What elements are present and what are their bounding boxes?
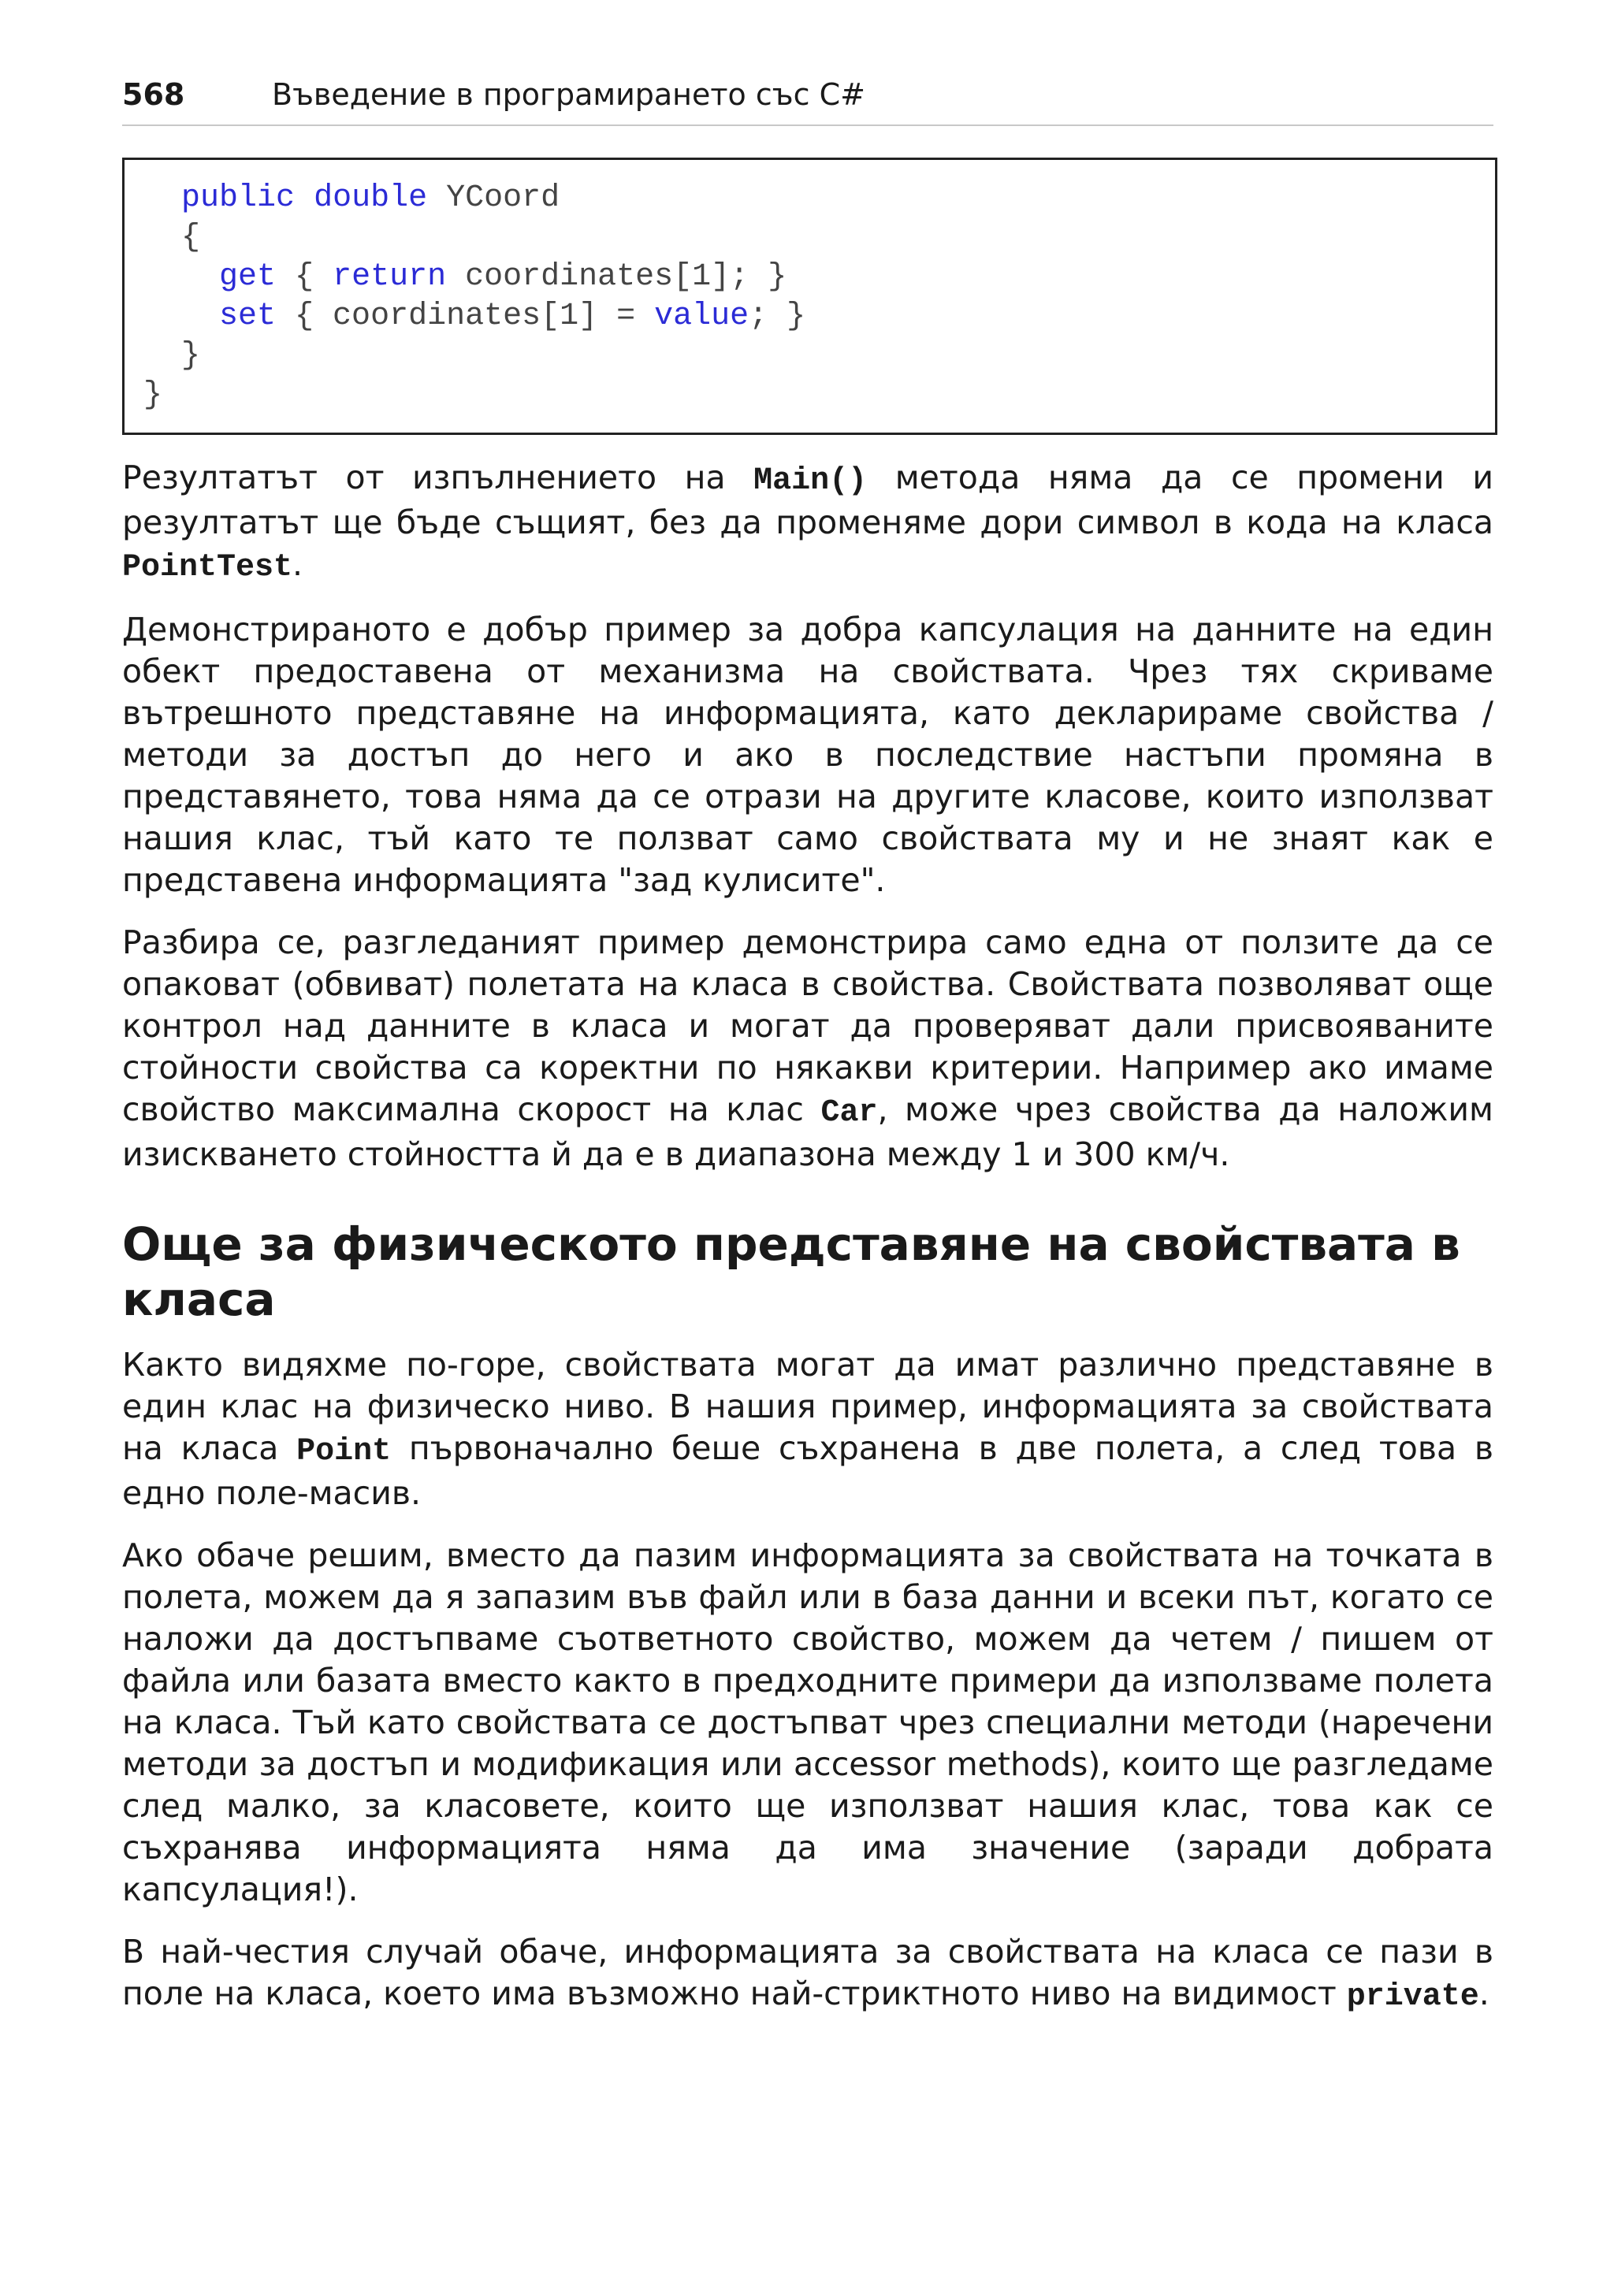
code-text: } [181, 338, 201, 373]
inline-code-private: private [1346, 1979, 1479, 2015]
code-keyword: return [333, 259, 447, 295]
code-text: { [181, 220, 201, 255]
text-run: метода няма да се промени и резултатът ще бъде същият, без да променяме дори символ в кода на класа [122, 459, 1493, 541]
inline-code-pointtest: PointTest [122, 550, 293, 585]
paragraph-property-benefits [122, 922, 1493, 1176]
code-text: ; } [749, 299, 806, 334]
code-line [143, 218, 1495, 258]
code-line [143, 376, 1495, 415]
paragraph-file-storage: Ако обаче решим, вместо да пазим информацията за свойствата на точката в полета, можем да я запазим във файл или в база данни и всеки път, когато се наложи да достъпваме съответното свойство, можем да четем / пишем от файла или базата вместо както в предходните примери да използваме полета на класа. Тъй като свойствата се достъпват чрез специални методи (наречени методи за достъп и модификация или accessor methods), които ще разгледаме след малко, за класовете, които ще използват нашия клас, това как се съхранява информацията няма да има значение (заради добрата капсулация!). [122, 1536, 1493, 1908]
text-run: Както видяхме по-горе, свойствата могат да имат различно представяне в един клас на физическо ниво. В нашия пример, информацията за свойствата на класа [122, 1346, 1493, 1467]
code-line [143, 258, 1495, 297]
inline-code-main: Main() [753, 463, 868, 499]
text-run: първоначално беше съхранена в две полета, а след това в едно поле-масив. [122, 1429, 1493, 1512]
code-line [143, 336, 1495, 376]
page-number: 568 [122, 77, 185, 112]
text-run: . [1478, 1975, 1489, 2012]
code-keyword: double [314, 180, 428, 216]
code-text: } [143, 377, 163, 413]
code-keyword: value [654, 299, 749, 334]
paragraph-main-result [122, 457, 1493, 589]
paragraph-private-field [122, 1931, 1493, 2018]
code-keyword: set [219, 299, 277, 334]
code-listing [122, 158, 1497, 435]
code-text: { coordinates[1] = [295, 299, 636, 334]
text-run: . [292, 545, 303, 583]
code-line [143, 179, 1495, 218]
code-keyword: get [219, 259, 277, 295]
code-keyword: public [181, 180, 296, 216]
code-text: coordinates[1]; } [465, 259, 787, 295]
code-line [143, 297, 1495, 336]
text-run: Разбира се, разгледаният пример демонстрира само една от ползите да се опаковат (обвиват) полетата на класа в свойства. Свойствата позволяват още контрол над данните в класа и могат да проверяват дали присвояваните стойности свойства са коректни по някакви критерии. Например ако имаме свойство максимална скорост на клас [122, 923, 1493, 1128]
code-text: YCoord [446, 180, 560, 216]
inline-code-point: Point [296, 1434, 392, 1469]
paragraph-encapsulation: Демонстрираното е добър пример за добра капсулация на данните на един обект предоставена от механизма на свойствата. Чрез тях скриваме вътрешното представяне на информацията, като декларираме свойства / методи за достъп до него и ако в последствие настъпи промяна в представянето, това няма да се отрази на другите класове, които използват нашия клас, тъй като те ползват само свойствата му и не знаят как е представена информацията "зад кулисите". [122, 611, 1493, 899]
code-text: { [295, 259, 314, 295]
inline-code-car: Car [820, 1095, 878, 1131]
book-title: Въведение в програмирането със C# [272, 77, 865, 112]
paragraph-physical-representation [122, 1344, 1493, 1514]
section-heading: Още за физическото представяне на свойствата в класа [122, 1217, 1460, 1326]
text-run: Резултатът от изпълнението на [122, 459, 754, 496]
text-run: В най-честия случай обаче, информацията за свойствата на класа се пази в поле на класа, което има възможно най-стриктното ниво на видимост [122, 1933, 1493, 2012]
page-header [122, 77, 1493, 126]
book-page [122, 77, 1493, 2018]
text-run: , може чрез свойства да наложим изискването стойността й да е в диапазона между 1 и 300 км/ч. [122, 1090, 1493, 1173]
